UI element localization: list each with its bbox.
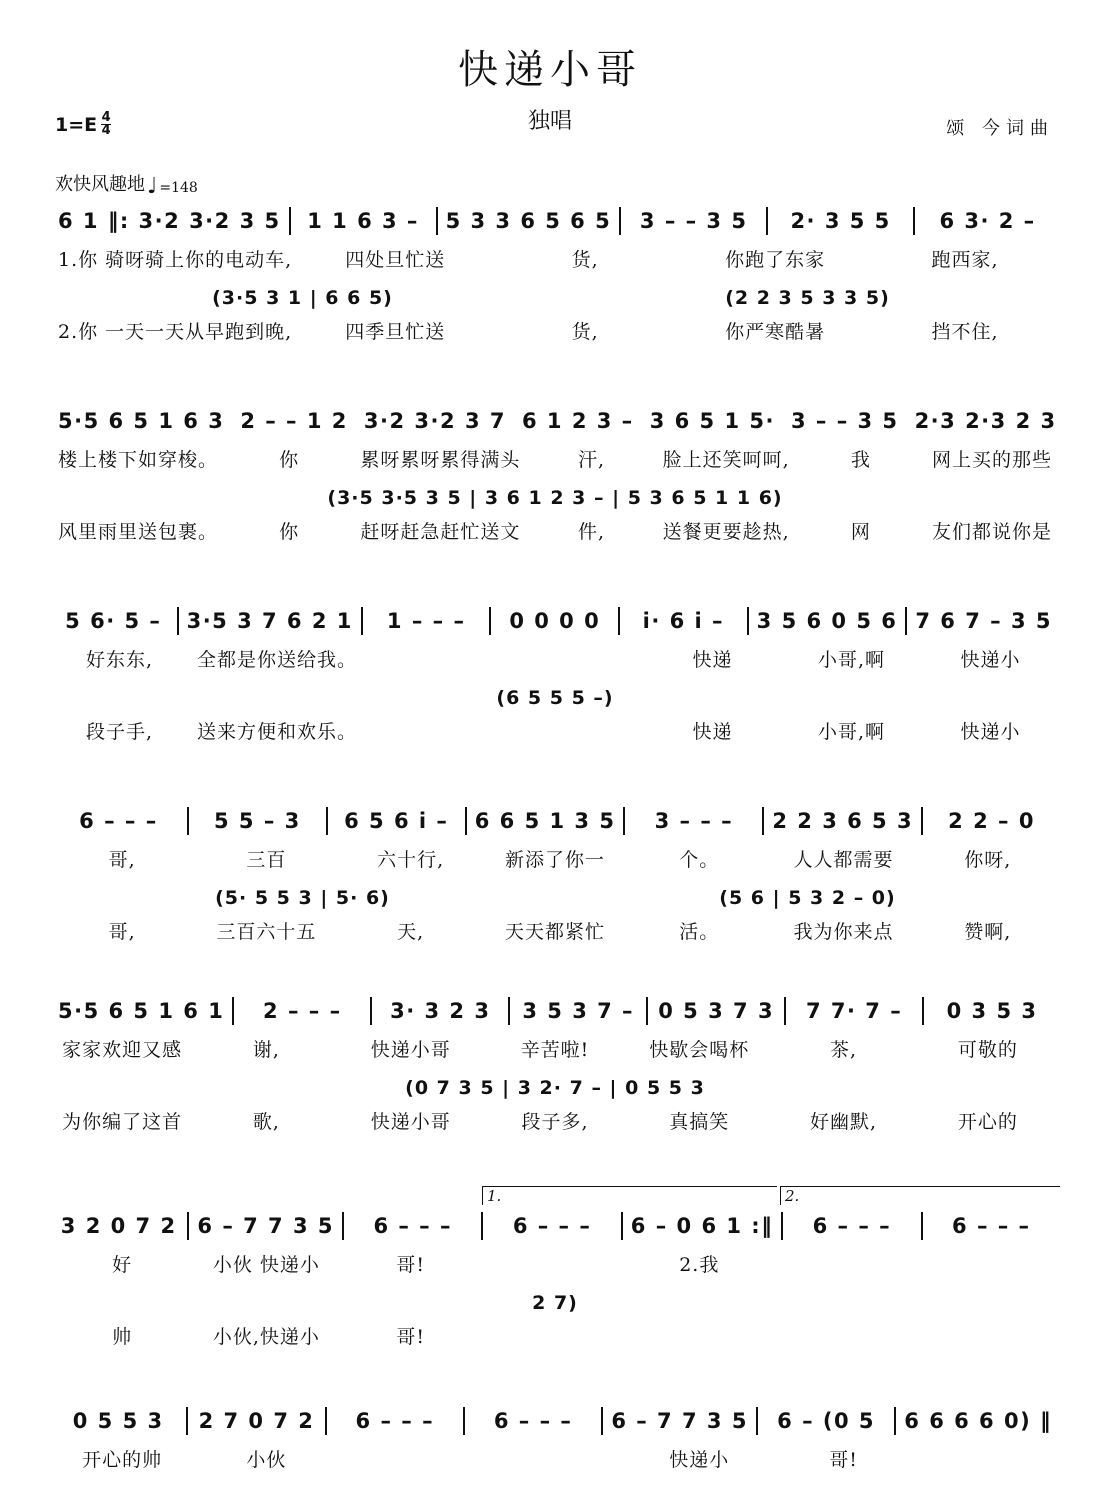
lyric-measure: 小伙	[246, 1449, 287, 1471]
lyric-measure: 好幽默,	[810, 1111, 878, 1133]
lyric-measure: 三百	[246, 849, 287, 871]
lyric-measure: 全都是你送给我。	[197, 649, 358, 671]
lyric-verse-2	[50, 1107, 1060, 1137]
interlude-measure: (3·5 3 1 | 6 6 5)	[212, 287, 393, 309]
lyric-measure: 件,	[577, 521, 605, 543]
lyric-measure: 真搞笑	[669, 1111, 730, 1133]
music-measure: 6 6 6 6 0) ‖	[904, 1409, 1052, 1433]
music-measure: 3·5 3 7 6 2 1	[186, 609, 353, 633]
music-measure: 6 – 7 7 3 5	[197, 1214, 335, 1238]
lyric-measure: 辛苦啦!	[520, 1039, 590, 1061]
lyric-measure: 段子手,	[85, 721, 154, 743]
lyric-measure: 谢,	[252, 1039, 280, 1061]
music-measure: 7 7· 7 –	[805, 999, 903, 1023]
lyric-measure: 赞啊,	[964, 921, 1012, 943]
lyric-measure: 段子多,	[521, 1111, 589, 1133]
lyric-measure: 小伙 快递小	[212, 1254, 320, 1276]
interlude-measure: (5 6 | 5 3 2 – 0)	[719, 887, 896, 909]
music-line	[50, 405, 1060, 437]
quarter-note-icon: ♩	[147, 174, 158, 199]
interlude-measure: (3·5 3·5 3 5 | 3 6 1 2 3 – | 5 3 6 5 1 1 6)	[327, 487, 783, 509]
music-measure: 6 – – –	[373, 1214, 452, 1238]
music-measure: 3·2 3·2 3 7	[363, 409, 506, 433]
interlude-measure: (6 5 5 5 –)	[496, 687, 614, 709]
music-measure: 2 7 0 7 2	[198, 1409, 315, 1433]
lyric-measure: 2.我	[679, 1254, 720, 1276]
interlude-line	[50, 483, 1060, 513]
music-measure: 6 – 0 6 1 :‖	[630, 1214, 774, 1238]
tempo-text: 欢快风趣地	[55, 174, 145, 195]
lyric-measure: 你跑了东家	[725, 249, 826, 271]
volta-2: 2.	[780, 1186, 1060, 1205]
lyric-measure: 快递	[692, 721, 733, 743]
lyric-measure: 快递小	[960, 721, 1021, 743]
music-measure: 3 – – 3 5	[790, 409, 899, 433]
lyric-measure: 送餐更要趁热,	[662, 521, 790, 543]
music-measure: 0 3 5 3	[946, 999, 1038, 1023]
lyric-measure: 2.你 一天一天从早跑到晚,	[58, 321, 293, 343]
music-measure: 5 3 3 6 5 6 5	[445, 209, 612, 233]
lyric-measure: 风里雨里送包裹。	[58, 521, 219, 543]
lyric-measure: 活。	[679, 921, 720, 943]
music-measure: 6 3· 2 –	[939, 209, 1036, 233]
music-line	[50, 205, 1060, 237]
music-measure: 3 5 3 7 –	[522, 999, 635, 1023]
lyric-measure: 小哥,啊	[817, 721, 886, 743]
lyric-measure: 哥!	[396, 1254, 426, 1276]
music-measure: 3 – – 3 5	[639, 209, 748, 233]
lyric-verse-1	[50, 1445, 1060, 1475]
lyric-measure: 友们都说你是	[931, 521, 1052, 543]
lyric-verse-2	[50, 917, 1060, 947]
music-measure: 0 5 3 7 3	[658, 999, 775, 1023]
music-measure: 2 2 3 6 5 3	[772, 809, 914, 833]
lyric-measure: 好东东,	[85, 649, 154, 671]
lyric-measure: 网上买的那些	[931, 449, 1052, 471]
music-measure: 1 – – –	[386, 609, 466, 633]
music-measure: 0 0 0 0	[509, 609, 601, 633]
credits: 颂 今词曲	[946, 118, 1054, 139]
lyric-verse-1	[50, 845, 1060, 875]
music-line	[50, 805, 1060, 837]
lyric-measure: 1.你 骑呀骑上你的电动车,	[58, 249, 293, 271]
music-measure: 3 2 0 7 2	[60, 1214, 177, 1238]
music-measure: 3 6 5 1 5·	[649, 409, 775, 433]
tempo-bpm: =148	[159, 180, 198, 196]
lyric-measure: 四季旦忙送	[345, 321, 446, 343]
music-measure: 2 2 – 0	[948, 809, 1035, 833]
lyric-verse-2	[50, 1322, 1060, 1352]
lyric-verse-1	[50, 445, 1060, 475]
performer: 独唱	[527, 109, 572, 134]
music-measure: 2 – – –	[263, 999, 342, 1023]
lyric-measure: 开心的帅	[82, 1449, 163, 1471]
music-measure: 6 1 2 3 –	[521, 409, 634, 433]
interlude-measure: (2 2 3 5 3 3 5)	[725, 287, 890, 309]
music-measure: 1 1 6 3 –	[307, 209, 419, 233]
interlude-line	[50, 283, 1060, 313]
lyric-measure: 个。	[679, 849, 720, 871]
music-measure: 5 6· 5 –	[65, 609, 162, 633]
music-measure: 5·5 6 5 1 6 3	[58, 409, 225, 433]
time-top: 4	[101, 110, 111, 125]
lyric-measure: 跑西家,	[931, 249, 999, 271]
lyric-measure: 楼上楼下如穿梭。	[58, 449, 219, 471]
lyric-measure: 赶呀赶急赶忙送文	[360, 521, 521, 543]
lyric-measure: 快递	[692, 649, 733, 671]
lyric-measure: 你	[279, 521, 300, 543]
lyric-measure: 哥,	[108, 849, 136, 871]
lyric-measure: 你严寒酷暑	[725, 321, 826, 343]
lyric-measure: 天,	[397, 921, 425, 943]
music-measure: 0 5 5 3	[72, 1409, 164, 1433]
music-line	[50, 1210, 1060, 1242]
lyric-measure: 快递小哥	[370, 1111, 451, 1133]
lyric-measure: 快递小	[960, 649, 1021, 671]
music-line	[50, 605, 1060, 637]
lyric-measure: 天天都紧忙	[504, 921, 605, 943]
lyric-measure: 歌,	[252, 1111, 280, 1133]
music-measure: 5·5 6 5 1 6 1	[58, 999, 225, 1023]
lyric-measure: 小哥,啊	[817, 649, 886, 671]
interlude-line	[50, 683, 1060, 713]
lyric-verse-1	[50, 645, 1060, 675]
lyric-measure: 三百六十五	[216, 921, 317, 943]
music-measure: 6 – – –	[79, 809, 158, 833]
key-text: 1=E	[55, 113, 98, 136]
music-measure: 2· 3 5 5	[790, 209, 891, 233]
music-measure: 7 6 7 – 3 5	[915, 609, 1052, 633]
music-measure: 2·3 2·3 2 3	[914, 409, 1057, 433]
music-measure: i· 6 i –	[642, 609, 725, 633]
music-measure: 6 – 7 7 3 5	[611, 1409, 748, 1433]
lyric-measure: 六十行,	[377, 849, 445, 871]
lyric-measure: 网	[850, 521, 871, 543]
lyric-measure: 快递小	[669, 1449, 730, 1471]
lyric-verse-1	[50, 245, 1060, 275]
lyric-verse-2	[50, 717, 1060, 747]
lyric-verse-1	[50, 1035, 1060, 1065]
lyric-measure: 可敬的	[957, 1039, 1018, 1061]
lyric-measure: 人人都需要	[793, 849, 894, 871]
lyric-measure: 开心的	[957, 1111, 1018, 1133]
lyric-measure: 帅	[112, 1326, 133, 1348]
music-measure: 2 – – 1 2	[240, 409, 348, 433]
music-measure: 6 – – –	[812, 1214, 892, 1238]
interlude-line	[50, 1073, 1060, 1103]
lyric-measure: 挡不住,	[931, 321, 999, 343]
music-measure: 3 – – –	[654, 809, 734, 833]
music-measure: 6 – (0 5	[777, 1409, 876, 1433]
music-measure: 3 5 6 0 5 6	[756, 609, 898, 633]
lyric-measure: 茶,	[830, 1039, 858, 1061]
lyric-measure: 哥!	[829, 1449, 858, 1471]
music-measure: 6 – – –	[355, 1409, 435, 1433]
lyric-measure: 四处旦忙送	[345, 249, 446, 271]
music-line	[50, 1405, 1060, 1437]
interlude-line	[50, 1288, 1060, 1318]
lyric-measure: 哥!	[396, 1326, 426, 1348]
lyric-measure: 累呀累呀累得满头	[360, 449, 521, 471]
time-bottom: 4	[101, 123, 111, 138]
interlude-line	[50, 883, 1060, 913]
music-measure: 3· 3 2 3	[390, 999, 491, 1023]
interlude-measure: (5· 5 5 3 | 5· 6)	[215, 887, 390, 909]
music-measure: 6 – – –	[952, 1214, 1031, 1238]
volta-1: 1.	[482, 1186, 777, 1205]
lyric-measure: 货,	[571, 321, 599, 343]
lyric-measure: 送来方便和欢乐。	[197, 721, 358, 743]
lyric-measure: 我为你来点	[793, 921, 894, 943]
lyric-measure: 哥,	[108, 921, 136, 943]
lyric-measure: 我	[850, 449, 871, 471]
lyric-measure: 快递小哥	[370, 1039, 451, 1061]
music-measure: 6 1 ‖: 3·2 3·2 3 5	[58, 209, 281, 233]
lyric-measure: 家家欢迎又感	[62, 1039, 183, 1061]
interlude-measure: 2 7)	[532, 1292, 578, 1314]
lyric-measure: 汗,	[577, 449, 605, 471]
music-measure: 5 5 – 3	[213, 809, 301, 833]
music-line	[50, 995, 1060, 1027]
lyric-measure: 脸上还笑呵呵,	[662, 449, 790, 471]
lyric-measure: 快歇会喝杯	[649, 1039, 750, 1061]
music-measure: 6 5 6 i –	[344, 809, 449, 833]
lyric-measure: 你呀,	[964, 849, 1012, 871]
lyric-measure: 新添了你一	[504, 849, 605, 871]
music-measure: 6 6 5 1 3 5	[474, 809, 616, 833]
lyric-measure: 你	[279, 449, 300, 471]
lyric-verse-2	[50, 317, 1060, 347]
music-measure: 6 – – –	[493, 1409, 573, 1433]
song-title: 快递小哥	[458, 47, 642, 93]
lyric-measure: 小伙,快递小	[212, 1326, 320, 1348]
lyric-measure: 货,	[571, 249, 599, 271]
music-measure: 6 – – –	[512, 1214, 592, 1238]
interlude-measure: (0 7 3 5 | 3 2· 7 – | 0 5 5 3	[405, 1077, 705, 1099]
tempo-marking	[55, 170, 198, 199]
lyric-verse-2	[50, 517, 1060, 547]
lyric-measure: 好	[112, 1254, 133, 1276]
lyric-verse-1	[50, 1250, 1060, 1280]
lyric-measure: 为你编了这首	[62, 1111, 183, 1133]
